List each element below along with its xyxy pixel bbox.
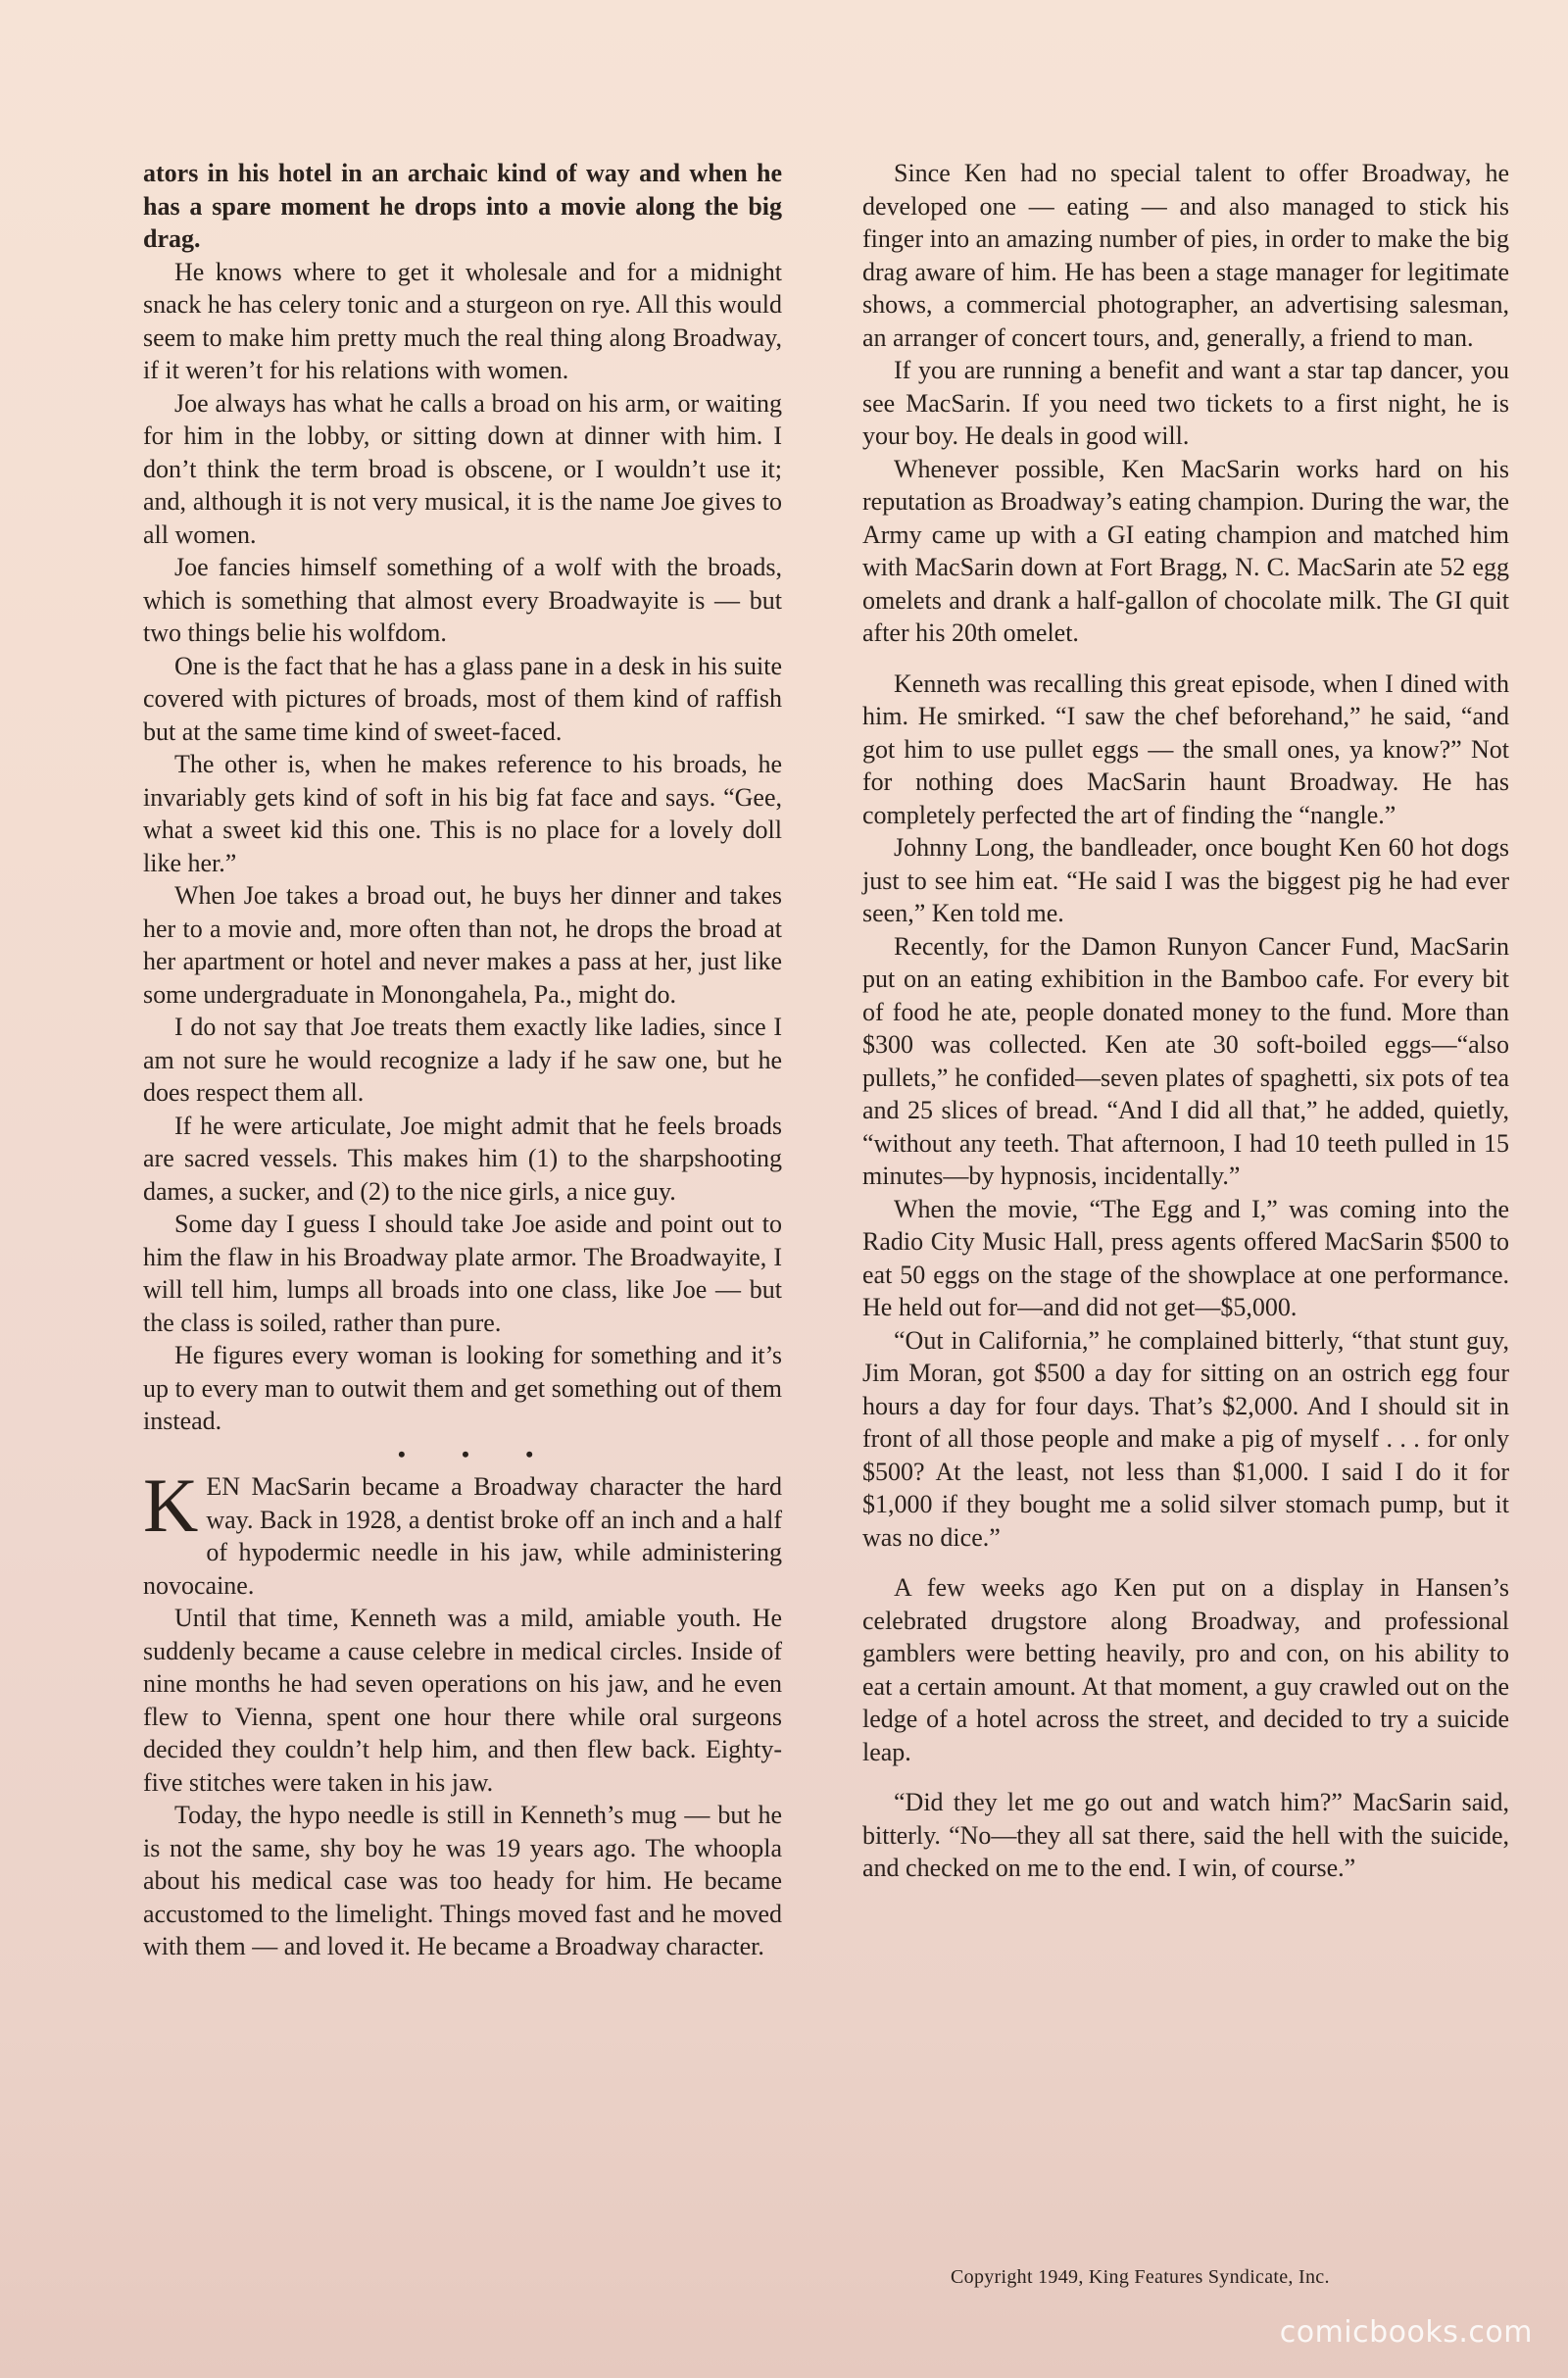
paragraph: Since Ken had no special talent to offer Broadway, he developed one — eating — and also managed to stick his finger into an amazing number of pies, in order to make the big drag aware of him. He has been a stage manager for legitimate shows, a commercial photographer, an advertising salesman, an arranger of concert tours, and, generally, a friend to man.: [862, 159, 1509, 352]
paragraph: When the movie, “The Egg and I,” was coming into the Radio City Music Hall, press agents offered MacSarin $500 to eat 50 eggs on the stage of the showplace at one performance. He held out for—and did not get—$5,000.: [862, 1194, 1509, 1321]
paragraph: “Did they let me go out and watch him?” MacSarin said, bitterly. “No—they all sat there, said the hell with the suicide, and checked on me to the end. I win, of course.”: [862, 1788, 1509, 1882]
paragraph: If he were articulate, Joe might admit that he feels broads are sacred vessels. This makes him (1) to the sharpshooting dames, a sucker, and (2) to the nice girls, a nice guy.: [143, 1111, 782, 1206]
paragraph: Until that time, Kenneth was a mild, amiable youth. He suddenly became a cause celebre in medical circles. Inside of nine months he had seven operations on his jaw, and he even flew to Vienna, spent one hour there while oral surgeons decided they couldn’t help him, and then flew back. Eighty-five stitches were taken in his jaw.: [143, 1604, 782, 1797]
section-divider-dots: • • •: [397, 1441, 560, 1466]
paragraph: When Joe takes a broad out, he buys her dinner and takes her to a movie and, more often than not, he drops the broad at her apartment or hotel and never makes a pass at her, just like some undergraduate in Monongahela, Pa., might do.: [143, 881, 782, 1009]
site-watermark: comicbooks.com: [1279, 2315, 1533, 2350]
drop-cap: K: [143, 1462, 199, 1548]
paragraph: Joe always has what he calls a broad on his arm, or waiting for him in the lobby, or sitting down at dinner with him. I don’t think the term broad is obscene, or I wouldn’t use it; and, although it is not very musical, it is the name Joe gives to all women.: [143, 388, 782, 549]
paragraph: I do not say that Joe treats them exactly like ladies, since I am not sure he would recognize a lady if he saw one, but he does respect them all.: [143, 1013, 782, 1107]
paragraph: Kenneth was recalling this great episode, when I dined with him. He smirked. “I saw the chef beforehand,” he said, “and got him to use pullet eggs — the small ones, ya know?” Not for nothing does MacSarin haunt Broadway. He has completely perfected the art of finding the “nangle.”: [862, 669, 1509, 829]
left-column: [143, 157, 782, 1963]
paragraph: Recently, for the Damon Runyon Cancer Fund, MacSarin put on an eating exhibition in the Bamboo cafe. For every bit of food he ate, people donated money to the fund. More than $300 was collected. Ken ate 30 soft-boiled eggs—“also pullets,” he confided—seven plates of spaghetti, six pots of tea and 25 slices of bread. “And I did all that,” he added, quietly, “without any teeth. That afternoon, I had 10 teeth pulled in 15 minutes—by hypnosis, incidentally.”: [862, 931, 1509, 1190]
paragraph: Johnny Long, the bandleader, once bought Ken 60 hot dogs just to see him eat. “He said I was the biggest pig he had ever seen,” Ken told me.: [862, 833, 1509, 927]
paragraph: Joe fancies himself something of a wolf with the broads, which is something that almost every Broadwayite is — but two things belie his wolfdom.: [143, 553, 782, 647]
paragraph-text: ators in his hotel in an archaic kind of way and when he has a spare moment he drops into a movie along the big drag.: [143, 159, 782, 253]
copyright-notice: Copyright 1949, King Features Syndicate, Inc.: [951, 2266, 1330, 2288]
paragraph: [143, 157, 782, 256]
paragraph-text: EN MacSarin became a Broadway character the hard way. Back in 1928, a dentist broke off an inch and a half of hypodermic needle in his jaw, while administering novocaine.: [143, 1472, 782, 1600]
paragraph: If you are running a benefit and want a star tap dancer, you see MacSarin. If you need two tickets to a first night, he is your boy. He deals in good will.: [862, 356, 1509, 450]
paragraph: He figures every woman is looking for something and it’s up to every man to outwit them and get something out of them instead.: [143, 1341, 782, 1435]
paragraph: Some day I guess I should take Joe aside and point out to him the flaw in his Broadway plate armor. The Broadwayite, I will tell him, lumps all broads into one class, like Joe — but the class is soiled, rather than pure.: [143, 1210, 782, 1337]
paragraph: The other is, when he makes reference to his broads, he invariably gets kind of soft in his big fat face and says. “Gee, what a sweet kid this one. This is no place for a lovely doll like her.”: [143, 750, 782, 877]
paragraph: He knows where to get it wholesale and for a midnight snack he has celery tonic and a sturgeon on rye. All this would seem to make him pretty much the real thing along Broadway, if it weren’t for his relations with women.: [143, 257, 782, 384]
right-column: [862, 157, 1509, 1885]
section-opening-paragraph: [143, 1462, 782, 1602]
paragraph: “Out in California,” he complained bitterly, “that stunt guy, Jim Moran, got $500 a day for sitting on an ostrich egg four hours a day for four days. That’s $2,000. And I should sit in front of all those people and make a pig of myself . . . for only $500? At the least, not less than $1,000. I said I do it for $1,000 if they bought me a solid silver stomach pump, but it was no dice.”: [862, 1325, 1509, 1552]
paragraph: One is the fact that he has a glass pane in a desk in his suite covered with pictures of broads, most of them kind of raffish but at the same time kind of sweet-faced.: [143, 651, 782, 746]
paragraph: Today, the hypo needle is still in Kenneth’s mug — but he is not the same, shy boy he was 19 years ago. The whoopla about his medical case was too heady for him. He became accustomed to the limelight. Things moved fast and he moved with them — and loved it. He became a Broadway character.: [143, 1801, 782, 1960]
paragraph: Whenever possible, Ken MacSarin works hard on his reputation as Broadway’s eating champion. During the war, the Army came up with a GI eating champion and matched him with MacSarin down at Fort Bragg, N. C. MacSarin ate 52 egg omelets and drank a half-gallon of chocolate milk. The GI quit after his 20th omelet.: [862, 454, 1509, 647]
paragraph: A few weeks ago Ken put on a display in Hansen’s celebrated drugstore along Broadway, and professional gamblers were betting heavily, pro and con, on his ability to eat a certain amount. At that moment, a guy crawled out on the ledge of a hotel across the street, and decided to try a suicide leap.: [862, 1573, 1509, 1766]
